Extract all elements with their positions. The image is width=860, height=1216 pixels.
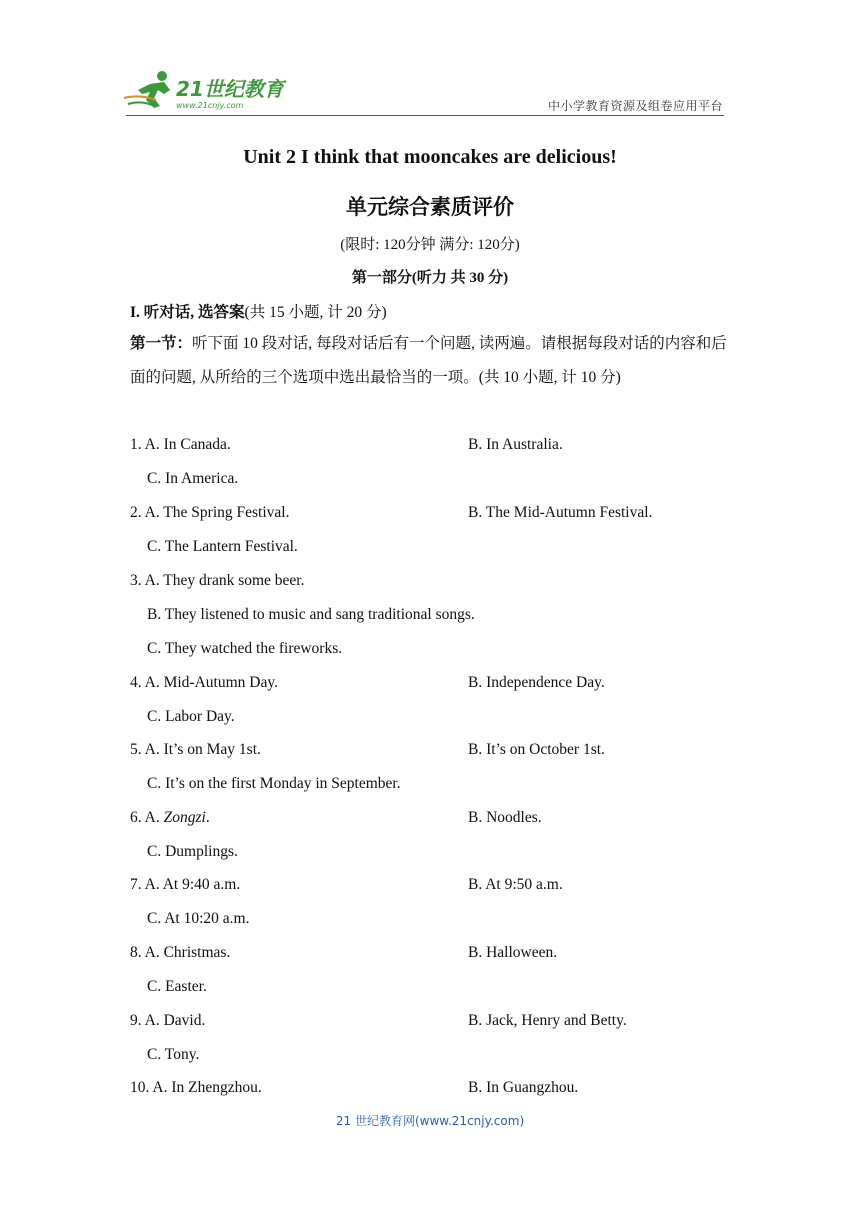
q4-option-a: 4. A. Mid-Autumn Day. [130,674,278,691]
instructions [130,327,730,395]
q2-option-a: 2. A. The Spring Festival. [130,504,290,521]
q7-option-c: C. At 10:20 a.m. [147,910,250,927]
time-limit: (限时: 120分钟 满分: 120分) [340,237,520,253]
q5-option-c: C. It’s on the first Monday in September. [147,775,401,792]
runner-logo-icon [120,66,300,114]
q1-option-a: 1. A. In Canada. [130,436,231,453]
logo [120,66,300,114]
q5-option-b: B. It’s on October 1st. [468,741,605,758]
section-note: (共 15 小题, 计 20 分) [244,304,387,321]
q10-option-a: 10. A. In Zhengzhou. [130,1079,262,1096]
q7-option-a: 7. A. At 9:40 a.m. [130,876,241,893]
header-divider [126,115,724,116]
part-heading: 第一部分(听力 共 30 分) [351,270,509,286]
q6-option-a [130,809,210,827]
page-title: Unit 2 I think that mooncakes are delicious! [243,146,617,168]
instructions-label: 第一节： [130,335,193,352]
q9-option-b: B. Jack, Henry and Betty. [468,1012,627,1029]
q2-option-b: B. The Mid-Autumn Festival. [468,504,653,521]
page-subtitle: 单元综合素质评价 [346,195,514,219]
q8-option-c: C. Easter. [147,978,207,995]
q6-option-a-italic: Zongzi [163,809,206,826]
q6-option-c: C. Dumplings. [147,843,238,860]
q3-option-a: 3. A. They drank some beer. [130,572,305,589]
q6-option-a-suffix: . [205,809,210,826]
logo-brand-text: 21世纪教育 [176,77,284,101]
platform-text: 中小学教育资源及组卷应用平台 [547,99,723,113]
q3-option-b: B. They listened to music and sang traditional songs. [147,606,475,623]
q1-option-c: C. In America. [147,470,239,487]
logo-url-text: www.21cnjy.com [176,101,244,110]
q8-option-a: 8. A. Christmas. [130,944,231,961]
q10-option-b: B. In Guangzhou. [468,1079,579,1096]
q4-option-b: B. Independence Day. [468,674,605,691]
section-heading [130,300,387,322]
page-footer[interactable]: 21 世纪教育网(www.21cnjy.com) [335,1114,525,1128]
q1-option-b: B. In Australia. [468,436,563,453]
instructions-text: 听下面 10 段对话, 每段对话后有一个问题, 读两遍。请根据每段对话的内容和后面的问题, 从所给的三个选项中选出最恰当的一项。(共 10 小题, 计 10 分) [130,335,727,386]
q9-option-c: C. Tony. [147,1046,200,1063]
q2-option-c: C. The Lantern Festival. [147,538,298,555]
q5-option-a: 5. A. It’s on May 1st. [130,741,261,758]
q4-option-c: C. Labor Day. [147,708,235,725]
q6-option-a-prefix: 6. A. [130,809,164,826]
q3-option-c: C. They watched the fireworks. [147,640,343,657]
q7-option-b: B. At 9:50 a.m. [468,876,563,893]
page-header [120,66,725,118]
q6-option-b: B. Noodles. [468,809,542,826]
section-label: I. 听对话, 选答案 [130,304,245,321]
q8-option-b: B. Halloween. [468,944,558,961]
q9-option-a: 9. A. David. [130,1012,206,1029]
